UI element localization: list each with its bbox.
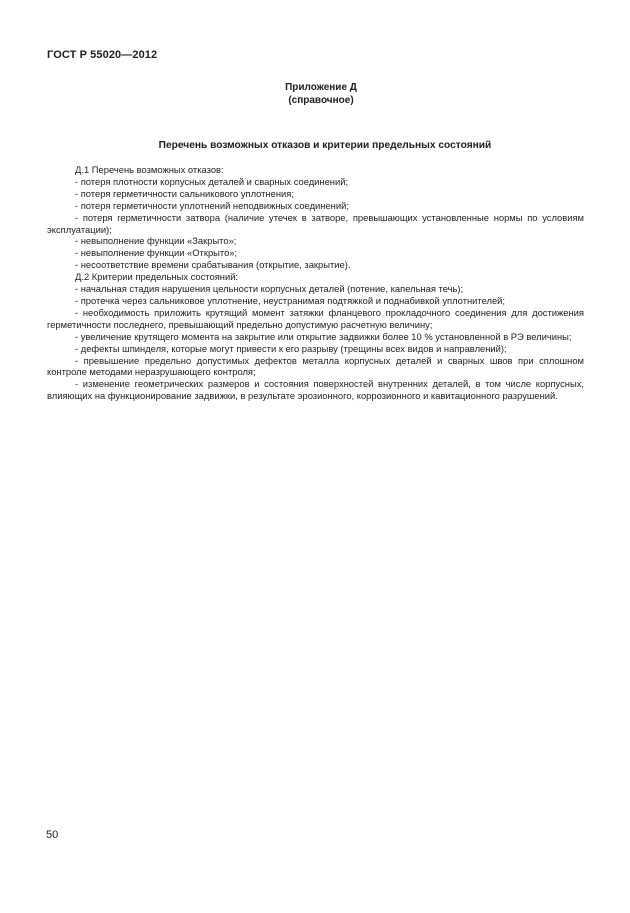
list-item: - протечка через сальниковое уплотнение, неустранимая подтяжкой и поднабивкой уплотнителей;: [75, 294, 506, 306]
list-item: - потеря герметичности затвора (наличие утечек в затворе, превышающих установленные нормы по условиям эксплуатации);: [47, 211, 584, 235]
section-title: Перечень возможных отказов и критерии предельных состояний: [158, 140, 492, 151]
list-item: - потеря плотности корпусных деталей и сварных соединений;: [75, 175, 349, 187]
list-item: - дефекты шпинделя, которые могут привести к его разрыву (трещины всех видов и направлений);: [75, 342, 507, 354]
list-item: - потеря герметичности уплотнений неподвижных соединений;: [75, 199, 349, 211]
list-item: - невыполнение функции «Открыто»;: [75, 247, 238, 259]
document-code: ГОСТ Р 55020—2012: [47, 49, 158, 61]
list-item: - начальная стадия нарушения цельности корпусных деталей (потение, капельная течь);: [75, 283, 464, 295]
paragraph-d1-heading: Д.1 Перечень возможных отказов:: [75, 164, 224, 175]
list-item: - увеличение крутящего момента на закрытие или открытие задвижки более 10 % установленной в РЭ величины;: [75, 330, 572, 342]
list-item: - изменение геометрических размеров и состояния поверхностей внутренних деталей, в том числе корпусных, влияющих на функционирование задвижки, в результате эрозионного, коррозионного и кавитационного разрушений.: [47, 378, 584, 402]
body-text: [47, 164, 584, 402]
appendix-title: Приложение Д: [285, 82, 357, 93]
appendix-heading: [0, 81, 630, 107]
appendix-subtitle: (справочное): [288, 95, 354, 106]
list-item: - невыполнение функции «Закрыто»;: [75, 235, 237, 247]
list-item: - необходимость приложить крутящий момент затяжки фланцевого прокладочного соединения для достижения герметичности последнего, превышающий предельно допустимую расчетную величину;: [47, 306, 584, 330]
list-item: - превышение предельно допустимых дефектов металла корпусных деталей и сварных швов при сплошном контроле методами неразрушающего контроля;: [47, 354, 584, 378]
page-number: 50: [46, 829, 59, 841]
list-item: - несоответствие времени срабатывания (открытие, закрытие).: [75, 259, 351, 271]
paragraph-d2-heading: Д.2 Критерии предельных состояний:: [75, 271, 239, 283]
list-item: - потеря герметичности сальникового уплотнения;: [75, 187, 294, 199]
